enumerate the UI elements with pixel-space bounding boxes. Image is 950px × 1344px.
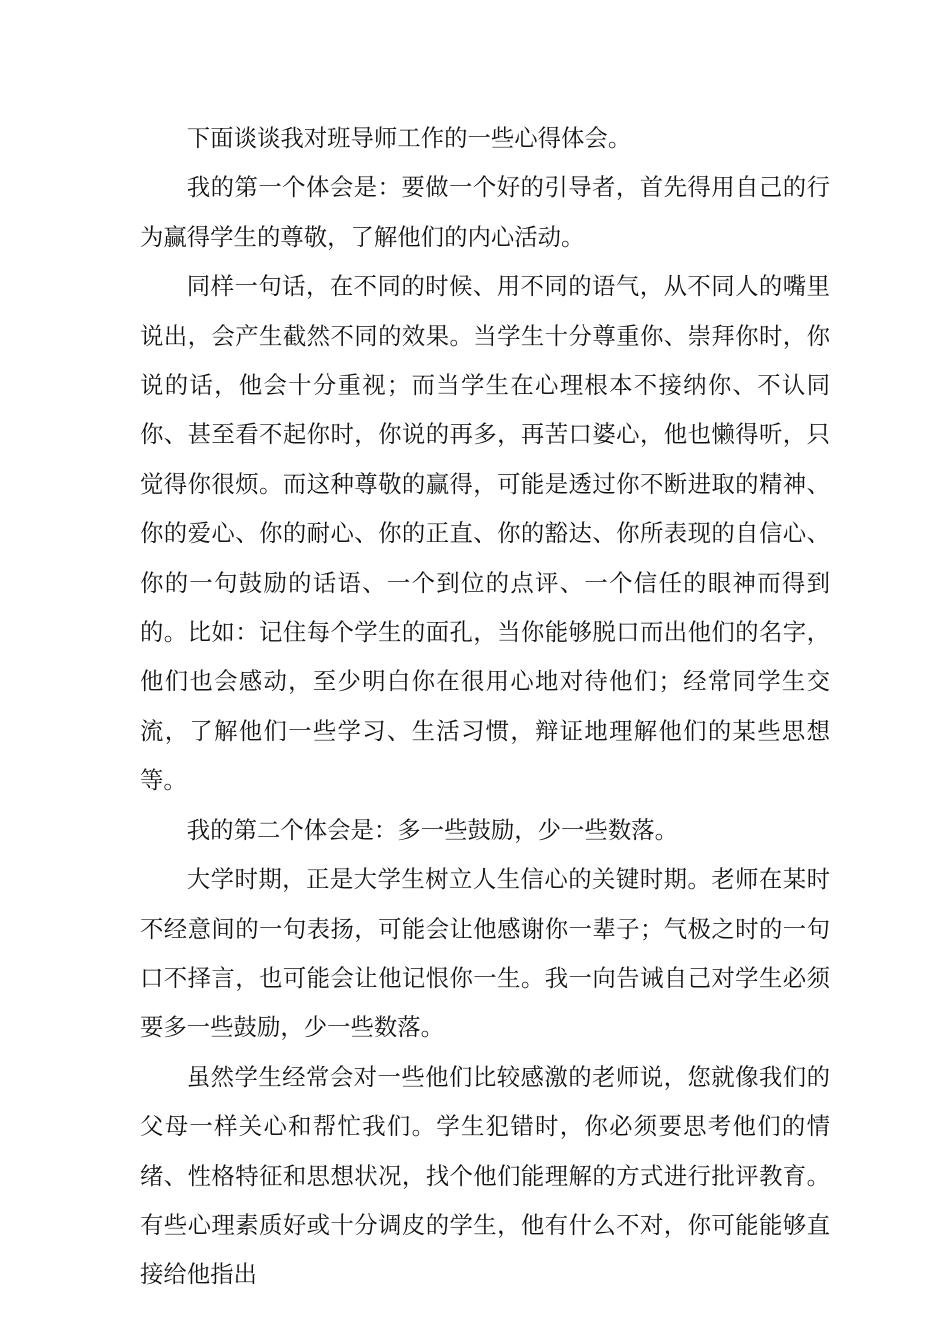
paragraph-6: 虽然学生经常会对一些他们比较感激的老师说，您就像我们的父母一样关心和帮忙我们。学生犯错时，你必须要思考他们的情绪、性格特征和思想状况，找个他们能理解的方式进行批评教育。有些心理素质好或十分调皮的学生，他有什么不对，你可能能够直接给他指出 bbox=[140, 1062, 830, 1289]
paragraph-4: 我的第二个体会是：多一些鼓励，少一些数落。 bbox=[186, 815, 678, 844]
paragraph-1: 下面谈谈我对班导师工作的一些心得体会。 bbox=[186, 124, 632, 152]
paragraph-3: 同样一句话，在不同的时候、用不同的语气，从不同人的嘴里说出，会产生截然不同的效果。当学生十分尊重你、崇拜你时，你说的话，他会十分重视；而当学生在心理根本不接纳你、不认同你、甚至看不起你时，你说的再多，再苦口婆心，他也懒得听，只觉得你很烦。而这种尊敬的赢得，可能是透过你不断进取的精神、你的爱心、你的耐心、你的正直、你的豁达、你所表现的自信心、你的一句鼓励的话语、一个到位的点评、一个信任的眼神而得到的。比如：记住每个学生的面孔，当你能够脱口而出他们的名字，他们也会感动，至少明白你在很用心地对待他们；经常同学生交流，了解他们一些学习、生活习惯，辩证地理解他们的某些思想等。 bbox=[140, 272, 830, 795]
paragraph-5: 大学时期，正是大学生树立人生信心的关键时期。老师在某时不经意间的一句表扬，可能会让他感谢你一辈子；气极之时的一句口不择言，也可能会让他记恨你一生。我一向告诫自己对学生必须要多一些鼓励，少一些数落。 bbox=[140, 865, 830, 1042]
paragraph-2: 我的第一个体会是：要做一个好的引导者，首先得用自己的行为赢得学生的尊敬，了解他们的内心活动。 bbox=[140, 173, 830, 251]
document-body bbox=[140, 114, 830, 1300]
